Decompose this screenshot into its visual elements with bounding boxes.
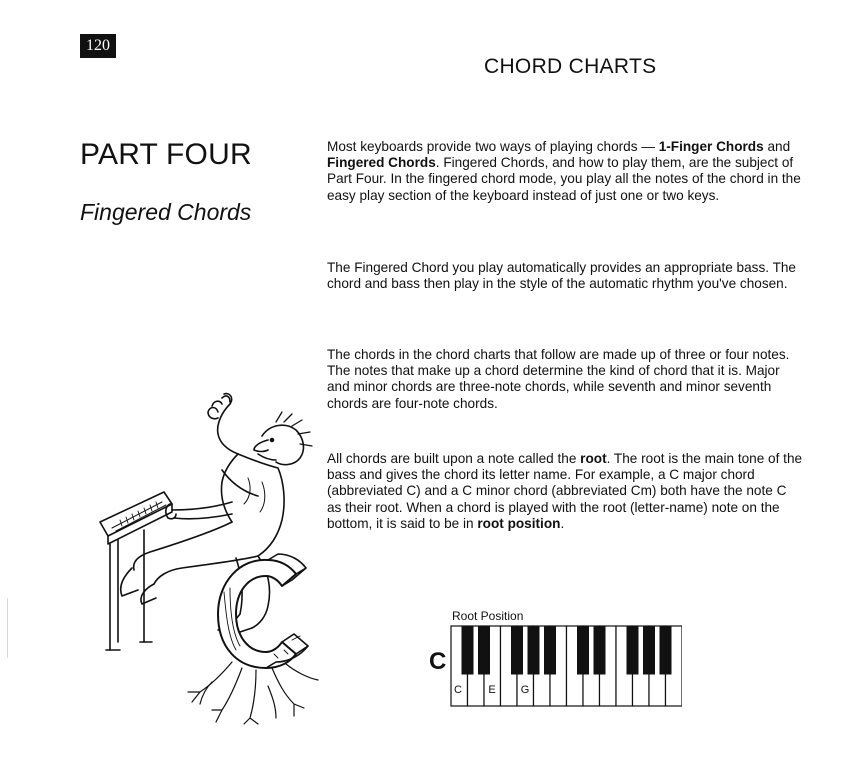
scan-edge-mark bbox=[7, 598, 8, 658]
piano-keyboard-diagram bbox=[450, 625, 682, 707]
text: All chords are built upon a note called the bbox=[327, 451, 581, 466]
key-label-fifth: G bbox=[520, 684, 530, 696]
key-label-root: C bbox=[454, 684, 462, 696]
text: . The root is the main tone of the bass and gives the chord its letter name. For example, a C major chord (abbreviated C) and a C minor chord (abbreviated Cm) both have the note C as their root. When a chord is played with the root (letter-name) note on the bottom, it is said to be in bbox=[327, 451, 803, 531]
text: . Fingered Chords, and how to play them, are the subject of Part Four. In the fingered chord mode, you play all the notes of the chord in the easy play section of the keyboard instead of just one or two keys. bbox=[327, 155, 801, 203]
bold-term: root bbox=[580, 451, 607, 466]
diagram-caption: Root Position bbox=[452, 609, 524, 623]
page-number: 120 bbox=[80, 34, 116, 58]
part-subtitle: Fingered Chords bbox=[80, 199, 252, 225]
black-key bbox=[512, 626, 523, 674]
black-key bbox=[578, 626, 589, 674]
key-label-third: E bbox=[488, 684, 496, 696]
black-key bbox=[479, 626, 490, 674]
keyboard-stand bbox=[100, 492, 172, 650]
paragraph-root bbox=[327, 451, 804, 532]
roots bbox=[188, 662, 318, 724]
black-key bbox=[627, 626, 638, 674]
black-key bbox=[644, 626, 655, 674]
chapter-title: CHORD CHARTS bbox=[484, 55, 657, 78]
bold-term: Fingered Chords bbox=[327, 155, 436, 171]
keyboard-player-illustration bbox=[72, 392, 322, 727]
paragraph-bass: The Fingered Chord you play automatically provides an appropriate bass. The chord and bass then play in the style of the automatic rhythm you've chosen. bbox=[327, 260, 796, 292]
black-key bbox=[594, 626, 605, 674]
bold-term: 1-Finger Chords bbox=[658, 139, 764, 154]
chord-symbol: C bbox=[429, 648, 447, 675]
paragraph-chord-modes bbox=[327, 139, 804, 204]
bold-term: root position bbox=[477, 515, 561, 531]
black-key bbox=[528, 626, 539, 674]
paragraph-chord-notes: The chords in the chord charts that follow are made up of three or four notes. The notes that make up a chord determine the kind of chord that it is. Major and minor chords are three-note chords, while seventh and minor seventh chords are four-note chords. bbox=[327, 347, 790, 411]
part-title: PART FOUR bbox=[80, 138, 252, 171]
text: and bbox=[763, 139, 791, 154]
letter-c-sculpture bbox=[218, 554, 308, 668]
black-key bbox=[545, 626, 556, 674]
black-key bbox=[462, 626, 473, 674]
text: Most keyboards provide two ways of playing chords — bbox=[327, 139, 659, 154]
black-key bbox=[660, 626, 671, 674]
text: . bbox=[560, 515, 565, 531]
